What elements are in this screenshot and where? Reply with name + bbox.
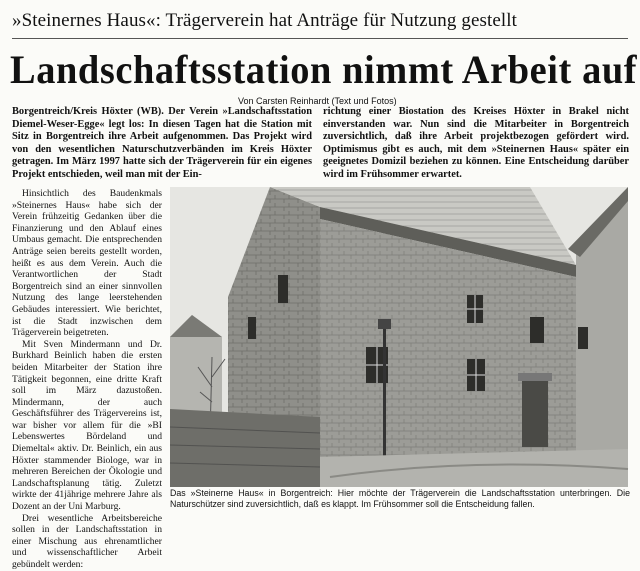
lead-text-1: Borgentreich/Kreis Höxter (WB). Der Verein »Landschaftsstation Diemel-Weser-Egge« legt los: In diesen Tagen hat die Station mit Sitz in Borgentreich ihre Arbeit aufgenommen. Das Projekt wird von den wesentlichen Naturschutzverbänden im Kreis Höxter getragen. Im März 1997 hatte sich der Trägerverein für ein eigenes Projekt entschieden, weil man mit der Ein-	[12, 106, 312, 180]
article-photo	[170, 187, 628, 487]
article-headline: Landschaftsstation nimmt Arbeit auf	[10, 47, 638, 92]
article-kicker: »Steinernes Haus«: Trägerverein hat Anträge für Nutzung gestellt	[12, 10, 518, 31]
lead-paragraph-column-2	[323, 106, 629, 186]
body-paragraph: Hinsichtlich des Baudenkmals »Steinernes Haus« habe sich der Verein frühzeitig Gedanken über die Finanzierung und den Ablauf eines Umbaus gemacht. Die entsprechenden Anträge seien bereits gestellt worden, heißt es aus dem Verein. Auch die Verantwortlichen der Stadt Borgentreich sind an einer sinnvollen Nutzung des lange leerstehenden Gebäudes interessiert. Wie berichtet, ist die Stadt inzwischen dem Trägerverein beigetreten.	[12, 188, 162, 339]
kicker-rule	[12, 38, 628, 39]
article-byline: Von Carsten Reinhardt (Text und Fotos)	[238, 96, 397, 106]
lead-text-2: richtung einer Biostation des Kreises Höxter in Brakel nicht einverstanden war. Nun sind die Mitarbeiter in Borgentreich zuversichtlich, daß ihre Arbeit projektbezogen gefördert wird. Optimismus gibt es auch, mit dem »Steinernen Haus« später ein geeignetes Domizil beziehen zu können. Eine Entscheidung darüber wird im Frühsommer erwartet.	[323, 106, 629, 180]
body-paragraph: Mit Sven Mindermann und Dr. Burkhard Beinlich haben die ersten beiden Mitarbeiter der Station ihre Tätigkeit begonnen, eine dritte Kraft soll im März dazustoßen. Mindermann, der auch Geschäftsführer des Trägervereins ist, war bisher vor allem für die »BI Lebenswertes Bördeland und Diemeltal« aktiv. Dr. Beinlich, ein aus Höxter stammender Biologe, war in mehreren Bereichen der Ökologie und Landschaftsplanung tätig. Zuletzt wirkte der 41jährige mehrere Jahre als Dozent an der Uni Marburg.	[12, 338, 162, 513]
lead-paragraph-column-1	[12, 106, 312, 186]
photo-caption: Das »Steinerne Haus« in Borgentreich: Hier möchte der Trägerverein die Landschaftsstation unterbringen. Die Naturschützer sind zuversichtlich, daß es klappt. Im Frühsommer soll die Entscheidung fallen.	[170, 488, 630, 509]
body-column	[12, 188, 162, 570]
body-paragraph: Drei wesentliche Arbeitsbereiche sollen in der Landschaftsstation in einer Mischung aus ehrenamtlicher und wissenschaftlicher Arbeit gebündelt werden:	[12, 512, 162, 570]
steinernes-haus-photo	[170, 187, 628, 487]
